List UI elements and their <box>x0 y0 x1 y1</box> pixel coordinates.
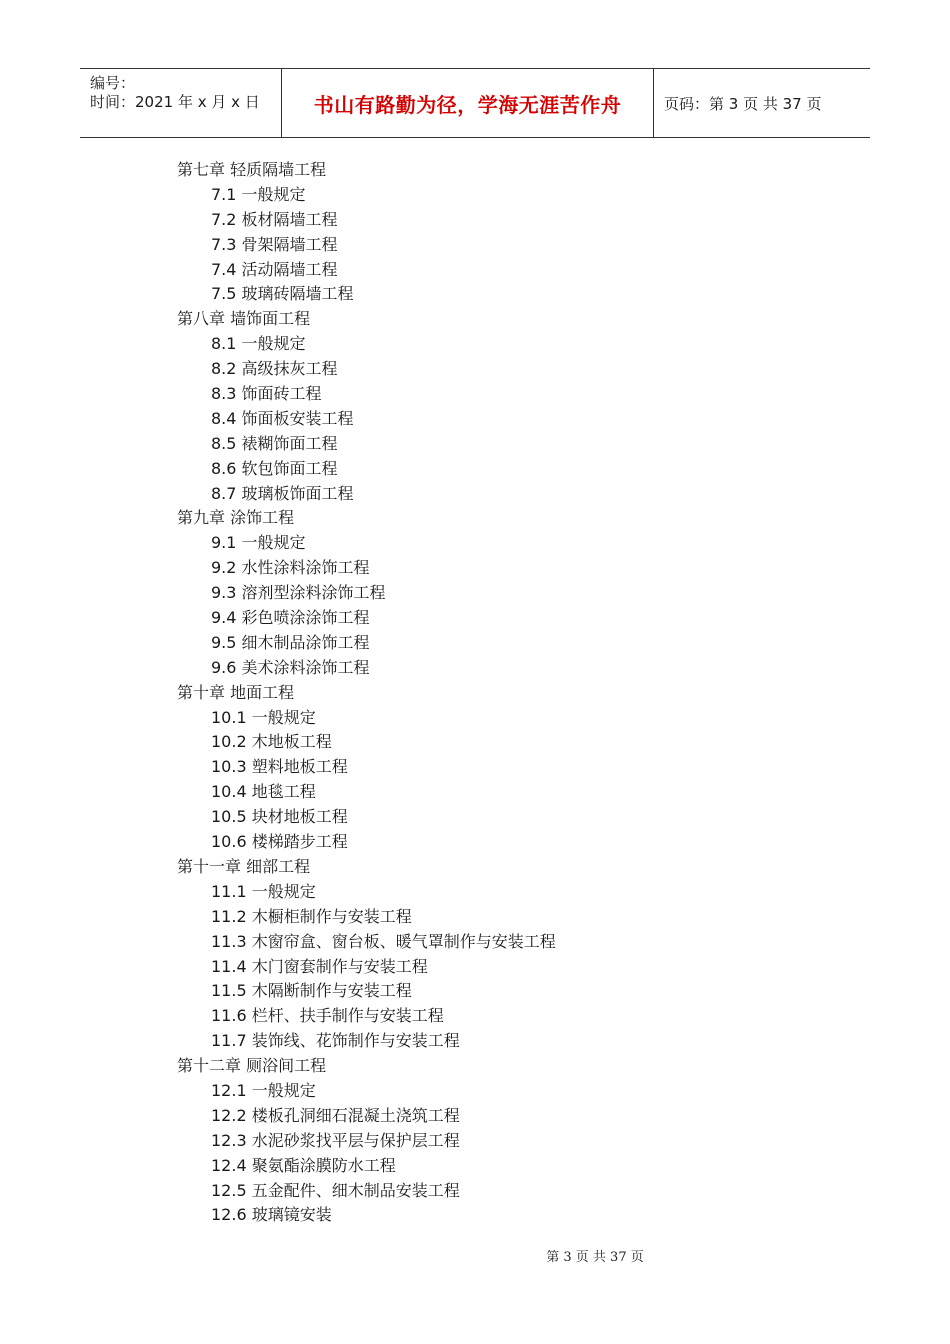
toc-section-item: 11.7 装饰线、花饰制作与安装工程 <box>211 1031 460 1051</box>
toc-section-item: 10.1 一般规定 <box>211 707 316 727</box>
toc-section-item: 11.3 木窗帘盒、窗台板、暖气罩制作与安装工程 <box>211 931 556 951</box>
toc-chapter-heading: 第十章 地面工程 <box>177 682 295 702</box>
toc-section-item: 9.6 美术涂料涂饰工程 <box>211 657 370 677</box>
document-date-label: 时间：2021 年 x 月 x 日 <box>90 93 260 111</box>
toc-chapter-heading: 第八章 墙饰面工程 <box>177 309 311 329</box>
toc-section-item: 7.3 骨架隔墙工程 <box>211 234 338 254</box>
toc-chapter-heading: 第七章 轻质隔墙工程 <box>177 160 327 179</box>
toc-section-item: 12.2 楼板孔洞细石混凝土浇筑工程 <box>211 1105 460 1125</box>
toc-section-item: 10.4 地毯工程 <box>211 782 316 802</box>
toc-section-item: 12.4 聚氨酯涂膜防水工程 <box>211 1155 396 1175</box>
toc-section-item: 12.5 五金配件、细木制品安装工程 <box>211 1180 460 1200</box>
page-footer <box>0 1246 950 1265</box>
header-motto: 书山有路勤为径，学海无涯苦作舟 <box>313 93 622 117</box>
toc-section-item: 9.3 溶剂型涂料涂饰工程 <box>211 583 386 603</box>
toc-section-item: 9.5 细木制品涂饰工程 <box>211 632 370 652</box>
toc-section-item: 10.5 块材地板工程 <box>211 807 348 827</box>
toc-section-item: 10.6 楼梯踏步工程 <box>211 832 348 852</box>
toc-section-item: 12.3 水泥砂浆找平层与保护层工程 <box>211 1130 460 1150</box>
toc-section-item: 8.4 饰面板安装工程 <box>211 408 354 428</box>
header-meta-cell <box>80 69 282 137</box>
toc-section-item: 9.2 水性涂料涂饰工程 <box>211 558 370 578</box>
header-page-cell <box>654 69 870 137</box>
toc-section-item: 11.4 木门窗套制作与安装工程 <box>211 956 428 976</box>
footer-page-number: 第 3 页 共 37 页 <box>546 1250 644 1265</box>
toc-section-item: 8.1 一般规定 <box>211 334 306 354</box>
toc-section-item: 8.5 裱糊饰面工程 <box>211 433 338 453</box>
toc-section-item: 10.2 木地板工程 <box>211 732 332 752</box>
toc-section-item: 11.5 木隔断制作与安装工程 <box>211 981 412 1001</box>
toc-section-item: 9.1 一般规定 <box>211 533 306 553</box>
toc-section-item: 7.1 一般规定 <box>211 184 306 204</box>
toc-section-item: 7.5 玻璃砖隔墙工程 <box>211 284 354 304</box>
toc-chapter-heading: 第十二章 厕浴间工程 <box>177 1056 327 1076</box>
toc-section-item: 11.1 一般规定 <box>211 881 316 901</box>
toc-chapter-heading: 第九章 涂饰工程 <box>177 508 295 528</box>
toc-section-item: 8.3 饰面砖工程 <box>211 384 322 404</box>
toc-section-item: 10.3 塑料地板工程 <box>211 757 348 777</box>
page-header <box>80 68 870 138</box>
toc-section-item: 7.2 板材隔墙工程 <box>211 209 338 229</box>
toc-section-item: 12.6 玻璃镜安装 <box>211 1205 332 1225</box>
toc-section-item: 9.4 彩色喷涂涂饰工程 <box>211 608 370 628</box>
document-number-label: 编号： <box>90 74 136 92</box>
table-of-contents <box>0 158 950 1228</box>
toc-section-item: 8.7 玻璃板饰面工程 <box>211 483 354 503</box>
toc-section-item: 7.4 活动隔墙工程 <box>211 259 338 279</box>
toc-section-item: 11.2 木橱柜制作与安装工程 <box>211 906 412 926</box>
header-motto-cell <box>282 69 654 137</box>
toc-section-item: 11.6 栏杆、扶手制作与安装工程 <box>211 1006 444 1026</box>
toc-section-item: 8.2 高级抹灰工程 <box>211 359 338 379</box>
header-page-info: 页码：第 3 页 共 37 页 <box>664 95 822 113</box>
toc-section-item: 12.1 一般规定 <box>211 1080 316 1100</box>
toc-chapter-heading: 第十一章 细部工程 <box>177 856 311 876</box>
toc-section-item: 8.6 软包饰面工程 <box>211 458 338 478</box>
